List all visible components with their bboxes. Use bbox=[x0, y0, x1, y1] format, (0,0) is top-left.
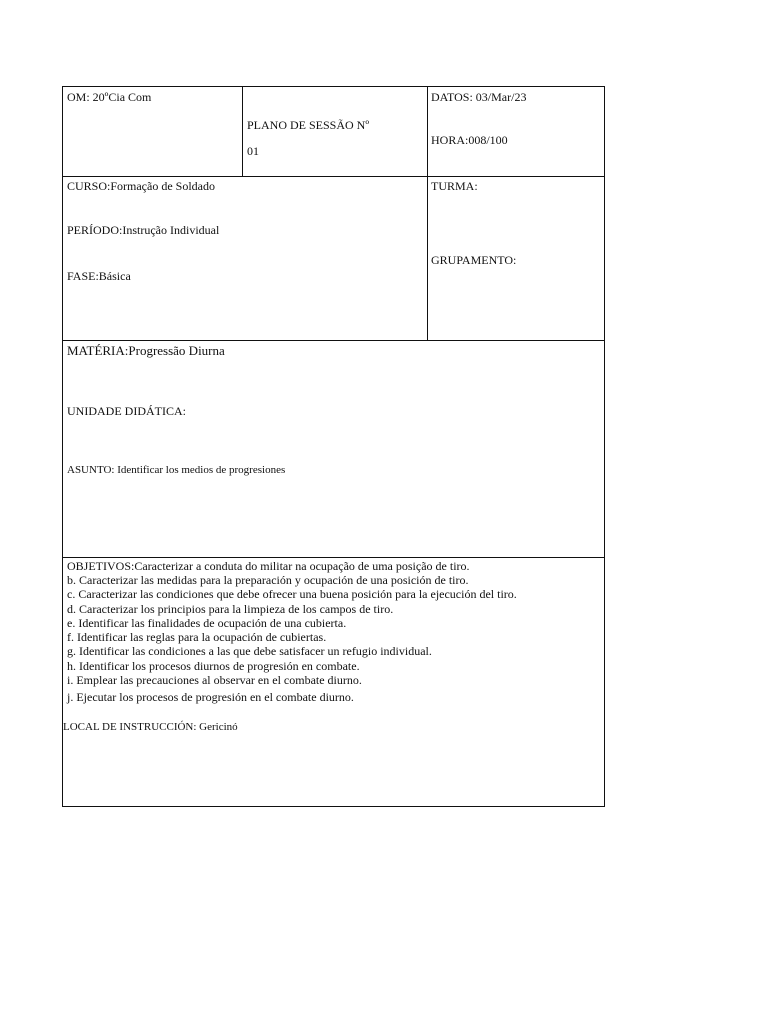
objective-line: f. Identificar las reglas para la ocupación de cubiertas. bbox=[67, 630, 327, 644]
objective-line: j. Ejecutar los procesos de progresión en el combate diurno. bbox=[67, 690, 354, 704]
datos-label: DATOS: 03/Mar/23 bbox=[431, 90, 527, 104]
hora-label: HORA:008/100 bbox=[431, 133, 508, 147]
turma-label: TURMA: bbox=[431, 179, 478, 193]
objective-line: b. Caracterizar las medidas para la preparación y ocupación de una posición de tiro. bbox=[67, 573, 469, 587]
local-label: LOCAL DE INSTRUCCIÓN: Gericinó bbox=[63, 721, 238, 733]
objective-line: d. Caracterizar los principios para la limpieza de los campos de tiro. bbox=[67, 602, 394, 616]
unidade-label: UNIDADE DIDÁTICA: bbox=[67, 404, 186, 418]
curso-label: CURSO:Formação de Soldado bbox=[67, 179, 215, 193]
asunto-label: ASUNTO: Identificar los medios de progresiones bbox=[67, 464, 286, 476]
objective-line: h. Identificar los procesos diurnos de progresión en combate. bbox=[67, 659, 360, 673]
curso-cell bbox=[62, 176, 428, 341]
materia-label: MATÉRIA:Progressão Diurna bbox=[67, 343, 225, 358]
objective-line: c. Caracterizar las condiciones que debe ofrecer una buena posición para la ejecución del tiro. bbox=[67, 587, 517, 601]
materia-cell bbox=[62, 340, 605, 558]
fase-label: FASE:Básica bbox=[67, 269, 131, 283]
objective-line: i. Emplear las precauciones al observar en el combate diurno. bbox=[67, 673, 362, 687]
objective-line: g. Identificar las condiciones a las que debe satisfacer un refugio individual. bbox=[67, 644, 432, 658]
objective-line: e. Identificar las finalidades de ocupación de una cubierta. bbox=[67, 616, 347, 630]
plano-title: PLANO DE SESSÃO Nº bbox=[247, 118, 370, 132]
om-label: OM: 20ºCia Com bbox=[67, 90, 152, 104]
periodo-label: PERÍODO:Instrução Individual bbox=[67, 223, 220, 237]
plano-number: 01 bbox=[247, 144, 259, 158]
grupamento-label: GRUPAMENTO: bbox=[431, 253, 517, 267]
objective-line: OBJETIVOS:Caracterizar a conduta do militar na ocupação de uma posição de tiro. bbox=[67, 559, 470, 573]
